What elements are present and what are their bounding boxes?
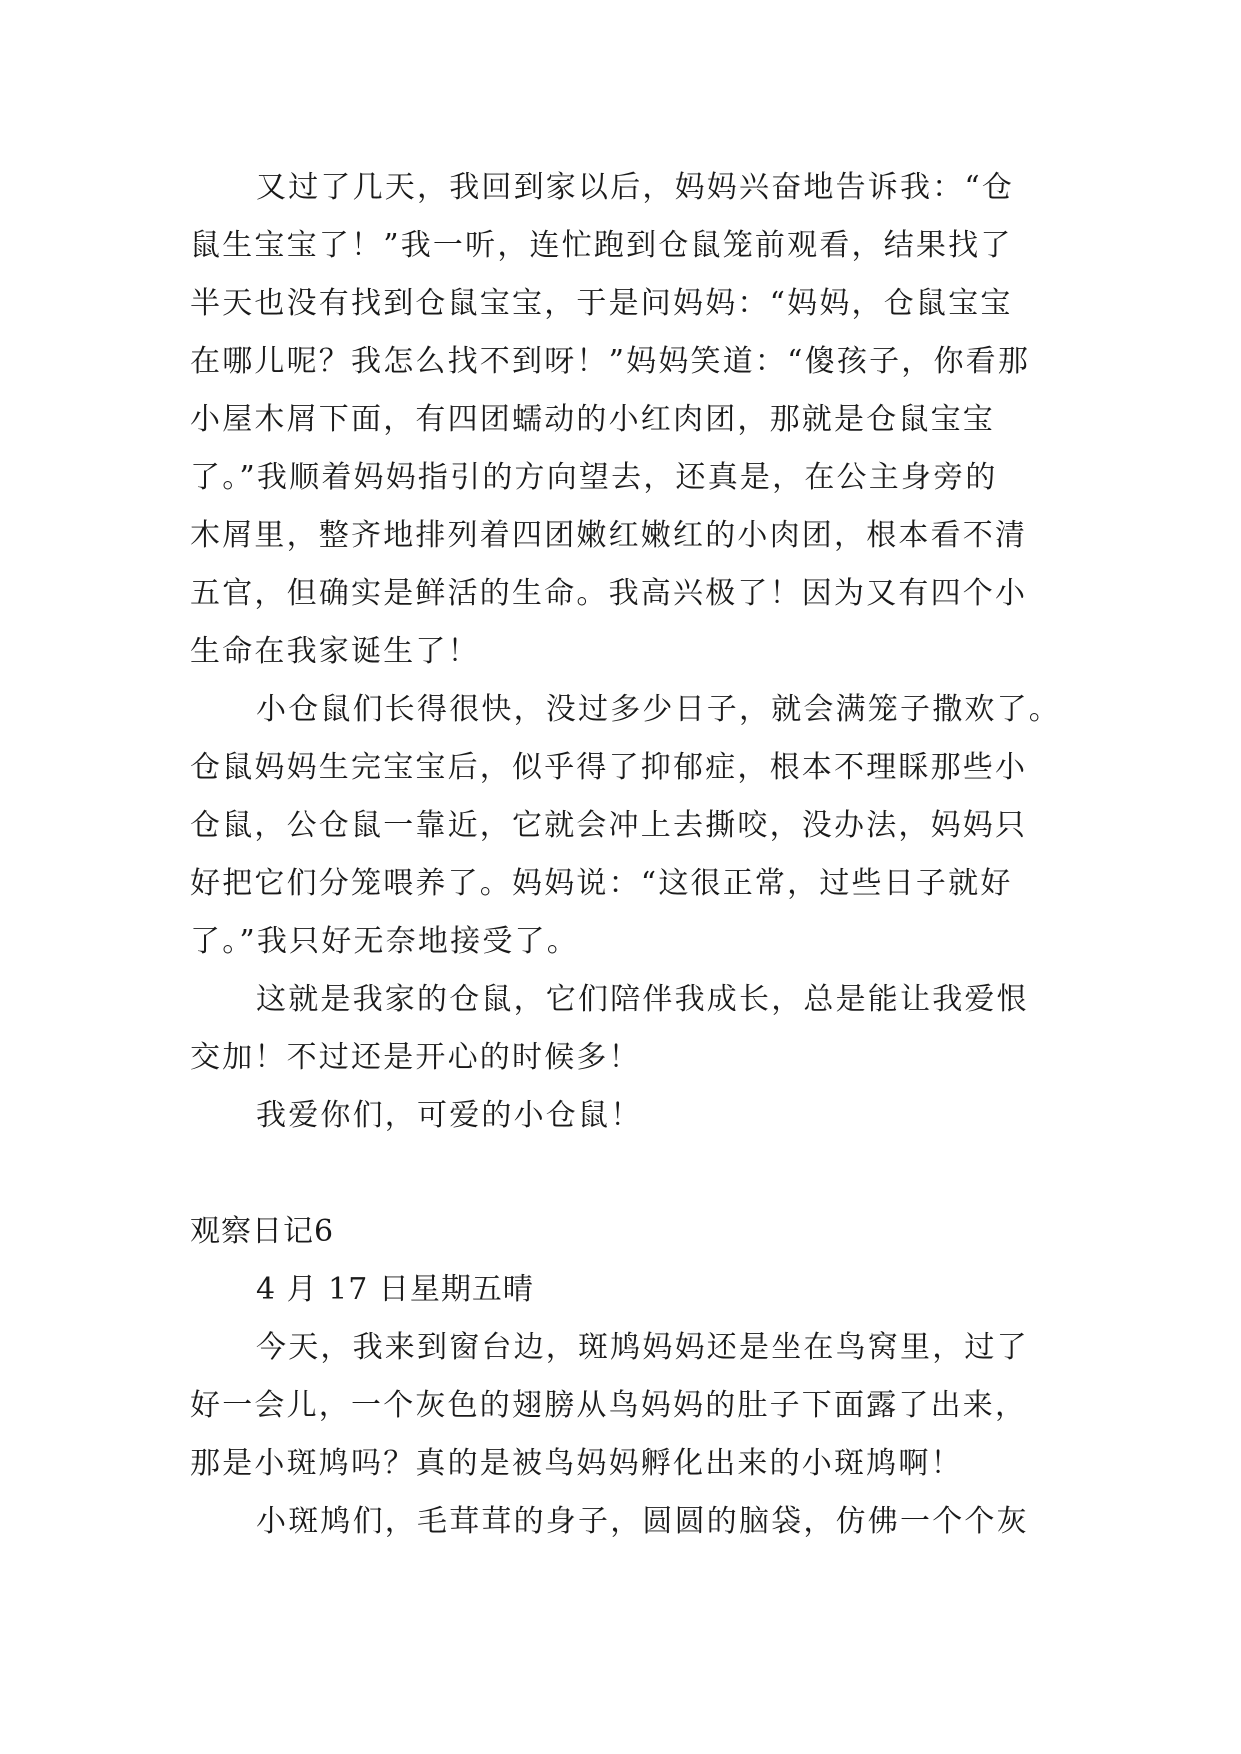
paragraph-line: 小仓鼠们长得很快，没过多少日子，就会满笼子撒欢了。	[256, 692, 1061, 727]
paragraph-line: 今天，我来到窗台边，斑鸠妈妈还是坐在鸟窝里，过了	[256, 1330, 1029, 1365]
paragraph-line: 好把它们分笼喂养了。妈妈说：“这很正常，过些日子就好	[190, 866, 1013, 901]
paragraph-line: 又过了几天，我回到家以后，妈妈兴奋地告诉我：“仓	[256, 170, 1015, 205]
paragraph-line: 好一会儿，一个灰色的翅膀从鸟妈妈的肚子下面露了出来，	[190, 1388, 1028, 1423]
paragraph-line: 木屑里，整齐地排列着四团嫩红嫩红的小肉团，根本看不清	[190, 518, 1028, 553]
section-heading: 观察日记6	[190, 1214, 335, 1249]
paragraph-line: 鼠生宝宝了！”我一听，连忙跑到仓鼠笼前观看，结果找了	[190, 228, 1013, 263]
paragraph-line: 仓鼠妈妈生完宝宝后，似乎得了抑郁症，根本不理睬那些小	[190, 750, 1028, 785]
paragraph-line: 半天也没有找到仓鼠宝宝，于是问妈妈：“妈妈，仓鼠宝宝	[190, 286, 1013, 321]
date-line: 4 月 17 日星期五晴	[256, 1272, 534, 1307]
paragraph-line: 这就是我家的仓鼠，它们陪伴我成长，总是能让我爱恨	[256, 982, 1029, 1017]
paragraph-line: 交加！不过还是开心的时候多！	[190, 1040, 641, 1075]
paragraph-line: 我爱你们，可爱的小仓鼠！	[256, 1098, 643, 1133]
paragraph-line: 小屋木屑下面，有四团蠕动的小红肉团，那就是仓鼠宝宝	[190, 402, 995, 437]
paragraph-line: 了。”我顺着妈妈指引的方向望去，还真是，在公主身旁的	[190, 460, 998, 495]
paragraph-line: 小斑鸠们，毛茸茸的身子，圆圆的脑袋，仿佛一个个灰	[256, 1504, 1029, 1539]
paragraph-line: 生命在我家诞生了！	[190, 634, 480, 669]
paragraph-line: 了。”我只好无奈地接受了。	[190, 924, 579, 959]
paragraph-line: 仓鼠，公仓鼠一靠近，它就会冲上去撕咬，没办法，妈妈只	[190, 808, 1028, 843]
paragraph-line: 五官，但确实是鲜活的生命。我高兴极了！因为又有四个小	[190, 576, 1028, 611]
paragraph-line: 在哪儿呢？我怎么找不到呀！”妈妈笑道：“傻孩子，你看那	[190, 344, 1031, 379]
paragraph-line: 那是小斑鸠吗？真的是被鸟妈妈孵化出来的小斑鸠啊！	[190, 1446, 963, 1481]
